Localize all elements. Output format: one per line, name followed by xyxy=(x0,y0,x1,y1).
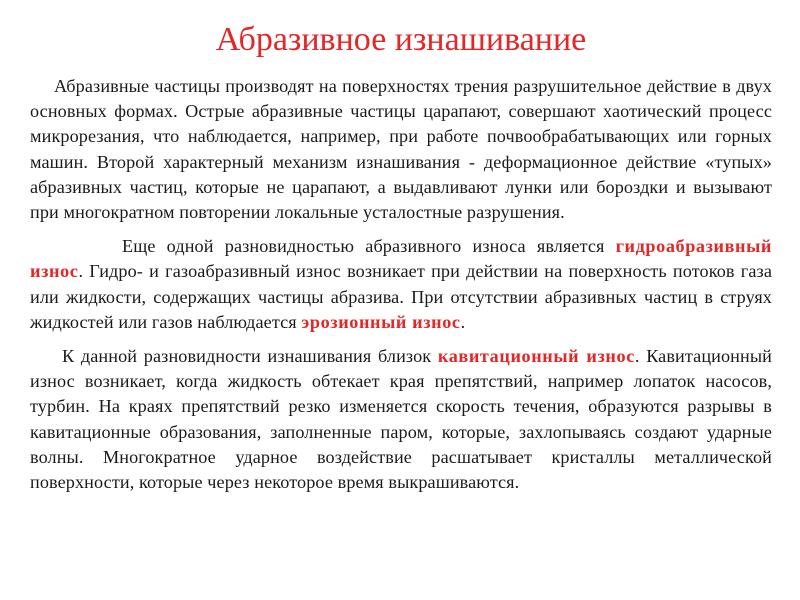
paragraph-hydroabrasive-intro: Еще одной разновидностью абразивного износа является xyxy=(122,236,616,257)
paragraph-abrasive-forms-text: Абразивные частицы производят на поверхностях трения разрушительное действие в двух основных формах. Острые абразивные частицы царапают, совершают хаотический процесс микрорезания, что наблюдается, например, при работе почвообрабатывающих или горных машин. Второй характерный механизм изнашивания - деформационное действие «тупых» абразивных частиц, которые не царапают, а выдавливают лунки или бороздки и вызывают при многократном повторении локальные усталостные разрушения. xyxy=(30,76,772,223)
paragraph-hydroabrasive-end: . xyxy=(460,311,466,332)
paragraph-hydroabrasive xyxy=(30,234,772,335)
paragraph-hydroabrasive-middle: . Гидро- и газоабразивный износ возникает при действии на поверхность потоков газа или жидкости, содержащих частицы абразива. При отсутствии абразивных частиц в струях жидкостей или газов наблюдается xyxy=(30,261,772,332)
term-erosion-wear: эрозионный износ xyxy=(301,311,461,332)
paragraph-abrasive-forms xyxy=(30,74,772,225)
term-cavitation-wear: кавитационный износ xyxy=(437,346,635,367)
slide-title: Абразивное изнашивание xyxy=(215,21,587,58)
paragraph-cavitation-rest: . Кавитационный износ возникает, когда жидкость обтекает края препятствий, например лопаток насосов, турбин. На краях препятствий резко изменяется скорость течения, образуются разрывы в кавитационные образования, заполненные паром, которые, захлопываясь создают ударные волны. Многократное ударное воздействие расшатывает кристаллы металлической поверхности, которые через некоторое время выкрашиваются. xyxy=(30,346,772,493)
paragraph-cavitation xyxy=(30,344,772,495)
term-hydroabrasive-wear: гидроабразивный износ xyxy=(30,236,772,282)
paragraph-cavitation-intro: К данной разновидности изнашивания близок xyxy=(62,346,438,367)
